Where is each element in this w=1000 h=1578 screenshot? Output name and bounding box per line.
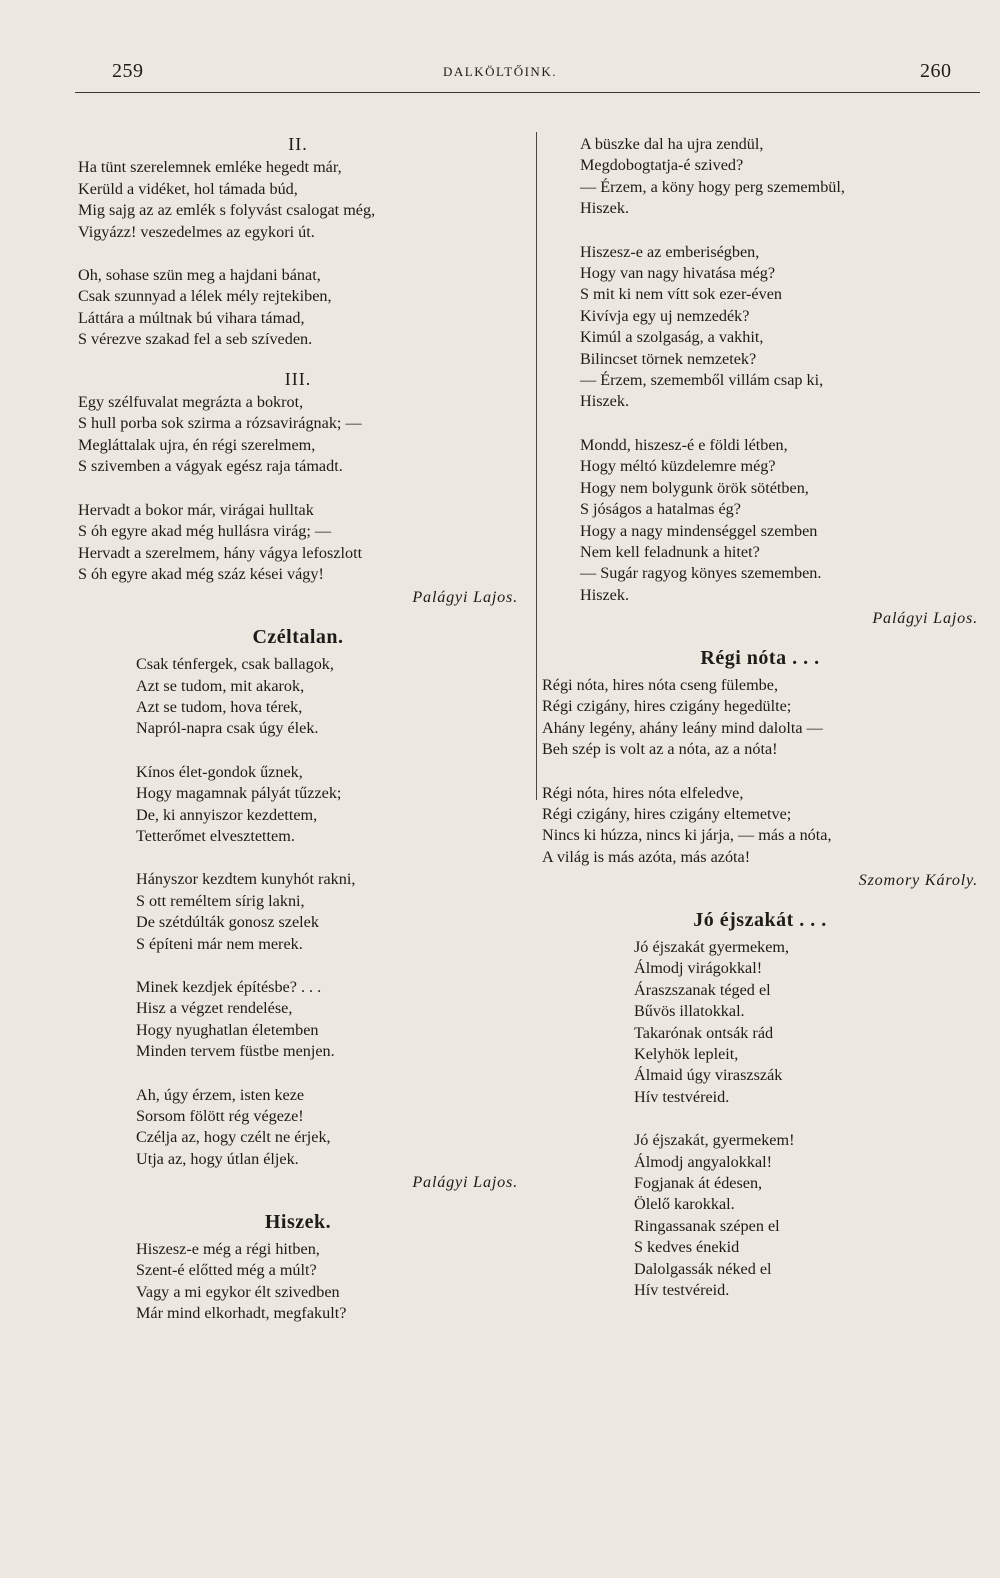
verse-line: Álmodj virágokkal!	[634, 959, 763, 978]
verse-line: Bűvös illatokkal.	[634, 1002, 745, 1021]
stanza	[580, 435, 978, 606]
verse-line: Azt se tudom, mit akarok,	[136, 676, 305, 695]
verse-line: Már mind elkorhadt, megfakult?	[136, 1304, 347, 1323]
poem-body-hiszek-continued	[542, 134, 978, 606]
verse-line: S építeni már nem merek.	[136, 934, 303, 953]
verse-line: Hervadt a bokor már, virágai hulltak	[78, 500, 314, 519]
author-signature: Palágyi Lajos.	[872, 609, 978, 628]
verse-line: Csak szunnyad a lélek mély rejtekiben,	[78, 287, 332, 306]
verse-line: Áraszszanak téged el	[634, 980, 771, 999]
column-divider	[536, 132, 537, 800]
verse-line: Régi nóta, hires nóta cseng fülembe,	[542, 675, 778, 694]
verse-line: Napról-napra csak úgy élek.	[136, 719, 319, 738]
stanza	[136, 1085, 518, 1171]
verse-line: Nem kell feladnunk a hitet?	[580, 542, 760, 561]
verse-line: Minden tervem füstbe menjen.	[136, 1042, 335, 1061]
verse-line: Hív testvéreid.	[634, 1281, 730, 1300]
author-signature: Szomory Károly.	[858, 871, 978, 890]
page-number-left: 259	[112, 60, 144, 82]
verse-line: Hogy a nagy mindenséggel szemben	[580, 521, 818, 540]
verse-line: Utja az, hogy útlan éljek.	[136, 1149, 299, 1168]
verse-line: Hogy nyughatlan életemben	[136, 1020, 319, 1039]
verse-line: De, ki annyiszor kezdettem,	[136, 805, 318, 824]
verse-line: Láttára a múltnak bú vihara támad,	[78, 308, 305, 327]
stanza	[136, 1239, 518, 1325]
verse-line: Jó éjszakát gyermekem,	[634, 938, 790, 956]
verse-line: Hiszesz-e az emberiségben,	[580, 242, 760, 261]
section-numeral-iii: III.	[284, 368, 312, 389]
verse-line: Csak ténfergek, csak ballagok,	[136, 655, 334, 674]
verse-line: Vagy a mi egykor élt szivedben	[136, 1282, 340, 1301]
verse-line: S kedves énekid	[634, 1238, 740, 1257]
verse-line: Kínos élet-gondok űznek,	[136, 762, 303, 781]
stanza	[542, 675, 978, 761]
verse-line: Egy szélfuvalat megrázta a bokrot,	[78, 393, 304, 412]
verse-line: — Érzem, a köny hogy perg szemembül,	[580, 177, 845, 196]
verse-line: Azt se tudom, hova térek,	[136, 697, 303, 716]
verse-line: — Sugár ragyog könyes szememben.	[580, 564, 822, 583]
verse-line: S óh egyre akad még hullásra virág; —	[78, 522, 332, 541]
poem-body-celtalan	[78, 654, 518, 1170]
author-signature: Palágyi Lajos.	[412, 588, 518, 607]
poem-title-hiszek: Hiszek.	[264, 1210, 332, 1233]
verse-line: Hiszek.	[580, 199, 629, 218]
left-column	[78, 134, 518, 1347]
verse-line: Régi czigány, hires czigány hegedülte;	[542, 697, 792, 716]
verse-line: Hiszesz-e még a régi hitben,	[136, 1240, 320, 1259]
verse-line: S hull porba sok szirma a rózsavirágnak; —	[78, 414, 362, 433]
stanza	[78, 500, 518, 586]
verse-line: De szétdúlták gonosz szelek	[136, 913, 319, 932]
verse-line: Minek kezdjek építésbe? . . .	[136, 978, 322, 996]
verse-line: Ölelő karokkal.	[634, 1195, 735, 1214]
stanza	[634, 1130, 978, 1301]
verse-line: Ringassanak szépen el	[634, 1216, 780, 1235]
verse-line: A büszke dal ha ujra zendül,	[580, 135, 764, 153]
verse-line: Álmaid úgy viraszszák	[634, 1066, 783, 1085]
poem-body-hiszek	[78, 1239, 518, 1325]
verse-line: Megláttalak ujra, én régi szerelmem,	[78, 435, 316, 454]
verse-line: Álmodj angyalokkal!	[634, 1152, 773, 1171]
stanza	[634, 937, 978, 1108]
stanza	[580, 134, 978, 220]
verse-line: Sorsom fölött rég végeze!	[136, 1107, 304, 1126]
verse-line: S ott reméltem sírig lakni,	[136, 891, 305, 910]
stanza	[136, 654, 518, 740]
verse-line: Fogjanak át édesen,	[634, 1174, 763, 1193]
verse-line: Szent-é előtted még a múlt?	[136, 1261, 317, 1280]
verse-line: Beh szép is volt az a nóta, az a nóta!	[542, 740, 778, 759]
verse-line: S vérezve szakad fel a seb szíveden.	[78, 330, 313, 349]
verse-line: Hogy nem bolygunk örök sötétben,	[580, 478, 809, 497]
verse-line: Megdobogtatja-é szived?	[580, 156, 744, 175]
verse-line: Hányszor kezdtem kunyhót rakni,	[136, 870, 356, 889]
verse-line: Kivívja egy uj nemzedék?	[580, 306, 750, 325]
stanza	[136, 977, 518, 1063]
header-rule	[75, 92, 980, 93]
verse-line: S szivemben a vágyak egész raja támadt.	[78, 457, 343, 476]
verse-line: Bilincset törnek nemzetek?	[580, 349, 757, 368]
page-number-right: 260	[920, 60, 952, 82]
verse-line: Hogy méltó küzdelemre még?	[580, 457, 776, 476]
poem-body-jo-ejszakat	[542, 937, 978, 1302]
verse-line: Ahány legény, ahány leány mind dalolta —	[542, 718, 823, 737]
verse-line: Kimúl a szolgaság, a vakhit,	[580, 328, 764, 347]
verse-line: Hiszek.	[580, 392, 629, 411]
section-numeral-ii: II.	[288, 134, 308, 154]
verse-line: Dalolgassák néked el	[634, 1259, 772, 1278]
verse-line: Hogy van nagy hivatása még?	[580, 264, 776, 283]
verse-line: Hisz a végzet rendelése,	[136, 999, 293, 1018]
stanza	[78, 157, 518, 243]
stanza	[78, 392, 518, 478]
verse-line: Ha tünt szerelemnek emléke hegedt már,	[78, 158, 342, 177]
poem-title-celtalan: Czéltalan.	[252, 625, 344, 648]
verse-line: Ah, úgy érzem, isten keze	[136, 1085, 305, 1104]
verse-line: Hív testvéreid.	[634, 1087, 730, 1106]
verse-line: Régi czigány, hires czigány eltemetve;	[542, 804, 792, 823]
poem-title-regi-nota: Régi nóta . . .	[700, 646, 820, 669]
verse-line: — Érzem, szememből villám csap ki,	[580, 371, 824, 390]
verse-line: S óh egyre akad még száz kései vágy!	[78, 564, 324, 583]
verse-line: Mig sajg az az emlék s folyvást csalogat még,	[78, 201, 376, 220]
verse-line: Vigyázz! veszedelmes az egykori út.	[78, 222, 315, 241]
verse-line: Oh, sohase szün meg a hajdani bánat,	[78, 266, 321, 285]
poem-title-jo-ejszakat: Jó éjszakát . . .	[693, 908, 827, 931]
stanza	[78, 265, 518, 351]
verse-line: Takarónak ontsák rád	[634, 1023, 774, 1042]
verse-line: Tetterőmet elvesztettem.	[136, 826, 295, 845]
author-signature: Palágyi Lajos.	[412, 1173, 518, 1192]
verse-line: Czélja az, hogy czélt ne érjek,	[136, 1128, 331, 1147]
right-column	[542, 134, 978, 1324]
stanza	[542, 783, 978, 869]
verse-line: Jó éjszakát, gyermekem!	[634, 1131, 795, 1150]
verse-line: Kerüld a vidéket, hol támada búd,	[78, 179, 298, 198]
running-title: DALKÖLTŐINK.	[443, 64, 557, 79]
verse-line: Hervadt a szerelmem, hány vágya lefoszlott	[78, 543, 363, 562]
stanza	[136, 869, 518, 955]
verse-line: S mit ki nem vítt sok ezer-éven	[580, 285, 782, 304]
verse-line: Hogy magamnak pályát tűzzek;	[136, 784, 342, 803]
verse-line: Nincs ki húzza, nincs ki járja, — más a nóta,	[542, 826, 832, 845]
stanza	[136, 762, 518, 848]
verse-line: Mondd, hiszesz-é e földi létben,	[580, 435, 788, 454]
stanza	[580, 242, 978, 413]
verse-line: Régi nóta, hires nóta elfeledve,	[542, 783, 744, 802]
verse-line: Kelyhök lepleit,	[634, 1045, 739, 1064]
verse-line: S jóságos a hatalmas ég?	[580, 500, 741, 519]
verse-line: A világ is más azóta, más azóta!	[542, 847, 751, 866]
verse-line: Hiszek.	[580, 585, 629, 604]
